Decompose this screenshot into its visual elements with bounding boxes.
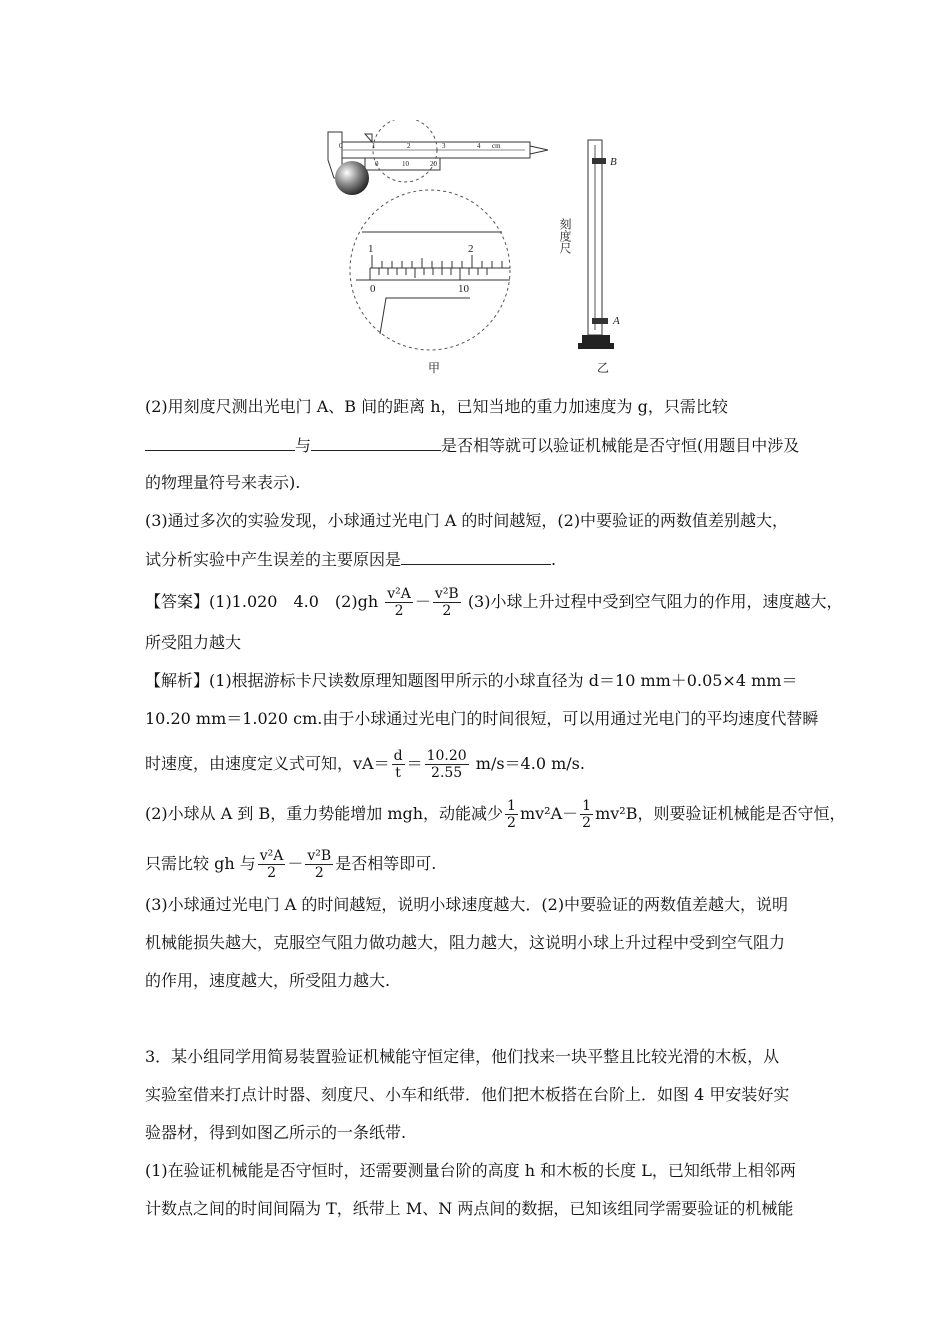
experiment-figure <box>320 120 640 384</box>
fraction <box>505 798 518 831</box>
fraction <box>433 586 461 619</box>
fraction <box>425 748 469 781</box>
q2-line3: 的物理量符号来表示). <box>145 473 301 492</box>
answer-tag: 【答案】 <box>145 592 210 611</box>
frac-num: v²B <box>307 848 332 864</box>
answer-text: (3)小球上升过程中受到空气阻力的作用，速度越大， <box>467 592 843 611</box>
q2-line1: (2)用刻度尺测出光电门 A、B 间的距离 h，已知当地的重力加速度为 g，只需比较 <box>145 397 728 416</box>
zoom-view <box>350 190 510 350</box>
ball <box>335 161 369 195</box>
problem3-line3: 验器材，得到如图乙所示的一条纸带. <box>145 1123 407 1142</box>
answer-text: (1)1.020 4.0 (2)gh <box>209 592 379 611</box>
q2-line2 <box>145 434 815 457</box>
problem3-line1: 3．某小组同学用简易装置验证机械能守恒定律，他们找来一块平整且比较光滑的木板，从 <box>145 1047 780 1066</box>
minus: － <box>414 592 431 611</box>
caption-yi: 乙 <box>597 361 610 375</box>
analysis-text: (1)根据游标卡尺读数原理知题图甲所示的小球直径为 d＝10 mm＋0.05×4 mm＝ <box>209 671 798 690</box>
analysis-line4 <box>145 798 846 831</box>
ruler-label: 刻度尺 <box>558 218 572 254</box>
frac-den: 2.55 <box>431 765 463 781</box>
zoom-main-tick: 2 <box>468 243 474 255</box>
frac-num: v²A <box>259 848 284 864</box>
fraction <box>580 798 593 831</box>
caliper-vernier-tick: 20 <box>430 160 437 168</box>
frac-num: v²A <box>387 586 411 602</box>
answer-line2: 所受阻力越大 <box>145 633 242 652</box>
problem3-line2: 实验室借来打点计时器、刻度尺、小车和纸带．他们把木板搭在台阶上．如图 4 甲安装好实 <box>145 1085 790 1104</box>
caliper-vernier-tick: 10 <box>402 160 409 168</box>
analysis-tag: 【解析】 <box>145 671 210 690</box>
frac-den: 2 <box>267 865 277 881</box>
gate-b-label: B <box>610 156 617 168</box>
frac-den: t <box>395 765 401 781</box>
q2-text: 与 <box>295 436 312 455</box>
analysis-line6: (3)小球通过光电门 A 的时间越短，说明小球速度越大．(2)中要验证的两数值差越大，说明 <box>145 895 789 914</box>
answer-blank[interactable] <box>401 548 551 565</box>
answer-blank[interactable] <box>311 434 441 451</box>
analysis-text: m/s＝4.0 m/s. <box>470 754 585 773</box>
analysis-text: (2)小球从 A 到 B，重力势能增加 mgh，动能减少 <box>145 804 504 823</box>
caliper-vernier-tick: 0 <box>375 160 379 168</box>
analysis-line7: 机械能损失越大，克服空气阻力做功越大，阻力越大，这说明小球上升过程中受到空气阻力 <box>145 933 786 952</box>
caliper-main-tick: cm <box>492 142 501 150</box>
caption-jia: 甲 <box>428 361 441 375</box>
analysis-line5 <box>145 848 815 881</box>
fraction <box>392 748 405 781</box>
analysis-text: 是否相等即可. <box>335 854 437 873</box>
answer-blank[interactable] <box>145 434 295 451</box>
problem3-line5: 计数点之间的时间间隔为 T，纸带上 M、N 两点间的数据，已知该组同学需要验证的机械能 <box>145 1199 794 1218</box>
frac-den: 2 <box>394 603 404 619</box>
analysis-text: ＝ <box>406 754 423 773</box>
analysis-line2: 10.20 mm＝1.020 cm.由于小球通过光电门的时间很短，可以用通过光电门的平均速度代替瞬 <box>145 709 819 728</box>
fraction <box>305 848 333 881</box>
fraction <box>258 848 286 881</box>
answer-line1 <box>145 586 843 619</box>
caliper-main-tick: 1 <box>372 142 376 150</box>
caliper-main-tick: 2 <box>407 142 411 150</box>
analysis-text: mv²B <box>595 804 638 823</box>
gate-a-label: A <box>613 315 620 327</box>
frac-den: 2 <box>507 815 516 831</box>
figure-svg <box>320 120 640 380</box>
frac-num: v²B <box>434 586 459 602</box>
frac-num: 1 <box>582 798 592 814</box>
frac-num: 10.20 <box>426 748 467 764</box>
frac-num: d <box>393 748 403 764</box>
analysis-text: ，则要验证机械能是否守恒， <box>637 804 846 823</box>
caliper-main-tick: 3 <box>442 142 446 150</box>
caliper-main-tick: 4 <box>477 142 481 150</box>
analysis-line3 <box>145 748 815 781</box>
q3-text: 试分析实验中产生误差的主要原因是 <box>145 550 402 569</box>
analysis-line1 <box>145 670 815 692</box>
ruler-stand <box>578 140 620 349</box>
frac-den: 2 <box>442 603 452 619</box>
fraction <box>385 586 413 619</box>
q2-text: 是否相等就可以验证机械能是否守恒(用题目中涉及 <box>441 436 800 455</box>
analysis-text: 只需比较 gh 与 <box>145 854 256 873</box>
analysis-line8: 的作用，速度越大，所受阻力越大. <box>145 971 391 990</box>
q3-line2 <box>145 548 815 571</box>
minus: － <box>287 854 304 873</box>
frac-den: 2 <box>314 865 324 881</box>
analysis-text: 时速度，由速度定义式可知，vA＝ <box>145 754 390 773</box>
frac-den: 2 <box>582 815 592 831</box>
q3-text: . <box>551 550 557 569</box>
zoom-main-tick: 1 <box>368 243 374 255</box>
frac-num: 1 <box>507 798 516 814</box>
zoom-vernier-tick: 10 <box>458 283 469 295</box>
problem3-line4: (1)在验证机械能是否守恒时，还需要测量台阶的高度 h 和木板的长度 L，已知纸带上相邻两 <box>145 1161 796 1180</box>
analysis-text: mv²A－ <box>519 804 579 823</box>
caliper-main-tick: 0 <box>339 142 343 150</box>
q3-line1: (3)通过多次的实验发现，小球通过光电门 A 的时间越短，(2)中要验证的两数值差别越大， <box>145 511 789 530</box>
zoom-vernier-tick: 0 <box>370 283 376 295</box>
